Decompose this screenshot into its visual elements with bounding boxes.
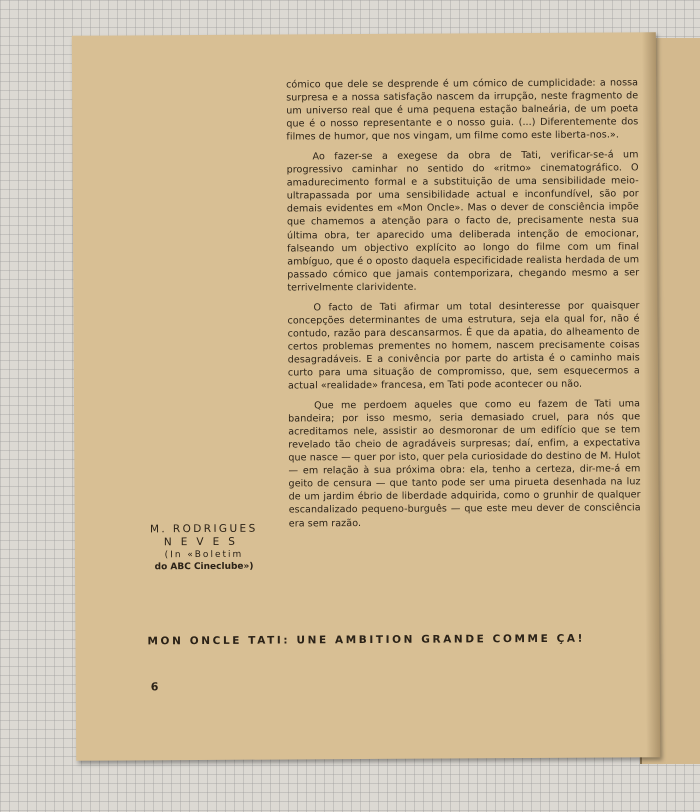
source-line-2: do ABC Cineclube»): [154, 561, 254, 573]
author-name-line-1: M. RODRIGUES: [149, 522, 258, 536]
page-number: 6: [150, 680, 159, 694]
paragraph-3: O facto de Tati afirmar um total desinteresse por quaisquer concepções determinantes de uma estrutura, seja ela qual for, não é contudo, razão para descansarmos. É que da apatia, do alheamento de certos problemas prementes no homem, nascem precisamente coisas desagradáveis. E a conivência por parte do artista é o caminho mais curto para uma situação de compromisso, que, sem esquecermos a actual «realidade» francesa, em Tati pode acontecer ou não.: [287, 300, 640, 392]
paragraph-1: cómico que dele se desprende é um cómico de cumplicidade: a nossa surpresa e a nossa satisfação nascem da irrupção, neste fragmento de um universo real que é uma pequena estação balneária, de um poeta que é o nosso representante e o nosso guia. (...) Diferentemente dos filmes de humor, que nos vingam, um filme como este liberta-nos.».: [286, 77, 639, 143]
paragraph-4: Que me perdoem aqueles que como eu fazem de Tati uma bandeira; por isso mesmo, seria demasiado cruel, para nós que acreditamos nele, assistir ao desmoronar de um edifício que se tem revelado tão cheio de agradáveis surpresas; daí, enfim, a expectativa que nasce — quer por isto, quer pela curiosidade do destino de M. Hulot — em relação à sua próxima obra: ela, tenho a certeza, dir-me-á em geito de censura — que tanto pode ser uma pirueta desenhada na luz de um jardim ébrio de liberdade adquirida, como o grunhir de qualquer escandalizado pequeno-burguês — que este meu dever de consciência era sem razão.: [288, 398, 641, 529]
paragraph-2: Ao fazer-se a exegese da obra de Tati, verificar-se-á um progressivo caminhar no sentido do «ritmo» cinematográfico. O amadurecimento formal e a substituição de uma sensibilidade meio-ultrapassada por uma sensibilidade actual e inconfundível, são por demais evidentes em «Mon Oncle». Mas o dever de consciência impõe que chamemos a atenção para o facto de, precisamente nesta sua última obra, ter aparecido uma deliberada intenção de emocionar, falseando um objectivo explícito ao longo do filme com um final ambíguo, que é o oposto daquela especificidade realista herdada de um passado cómico que jamais contemporizara, chegando mesmo a ser terrivelmente clarividente.: [286, 149, 640, 294]
byline: [139, 523, 269, 574]
article-body: [286, 76, 641, 537]
source-line-1: (In «Boletim: [164, 549, 244, 561]
author-name-line-2: NEVES: [163, 535, 244, 549]
book-page: [72, 32, 660, 761]
footer-title: MON ONCLE TATI: UNE AMBITION GRANDE COMME ÇA!: [147, 632, 586, 648]
